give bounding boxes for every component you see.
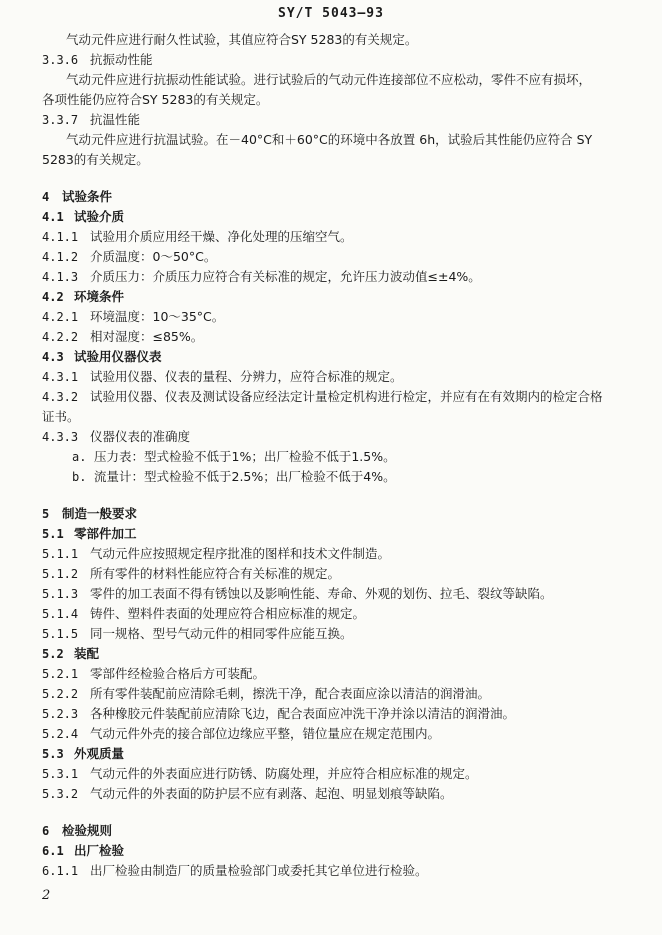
section-number: 3.3.7 (42, 113, 79, 127)
section-number: 4.3.2 (42, 390, 79, 404)
section-heading: 试验用仪器仪表 (74, 349, 162, 364)
section-number: 5.3 (42, 747, 64, 761)
paragraph-text: 气动元件应进行耐久性试验，其值应符合SY 5283的有关规定。 (66, 32, 418, 47)
paragraph-text: 气动元件应进行抗振动性能试验。进行试验后的气动元件连接部位不应松动，零件不应有损坏， (66, 72, 592, 87)
section-number: 4.3.1 (42, 370, 79, 384)
page-header: SY/T 5043—93 (278, 6, 384, 21)
text-line (0, 821, 662, 841)
text-line (0, 387, 662, 407)
paragraph-text: 零件的加工表面不得有锈蚀以及影响性能、寿命、外观的划伤、拉毛、裂纹等缺陷。 (90, 586, 553, 601)
paragraph-text: 介质温度：0～50°C。 (90, 249, 217, 264)
section-number: 4.1.3 (42, 270, 79, 284)
section-number: 4 (42, 190, 50, 204)
section-number: 4.1.2 (42, 250, 79, 264)
section-number: 5.1.1 (42, 547, 79, 561)
paragraph-text: 所有零件装配前应清除毛刺，擦洗干净，配合表面应涂以清洁的润滑油。 (90, 686, 491, 701)
text-line (0, 307, 662, 327)
text-line (0, 447, 662, 467)
text-line (0, 110, 662, 130)
text-line (0, 861, 662, 881)
text-line (0, 367, 662, 387)
text-line (0, 564, 662, 584)
section-number: 5.3.2 (42, 787, 79, 801)
paragraph-text: 压力表：型式检验不低于1%；出厂检验不低于1.5%。 (94, 449, 396, 464)
paragraph-text: 气动元件的外表面的防护层不应有剥落、起泡、明显划痕等缺陷。 (90, 786, 453, 801)
text-line (0, 30, 662, 50)
section-heading: 出厂检验 (74, 843, 125, 858)
section-number: 4.2 (42, 290, 64, 304)
text-line (0, 841, 662, 861)
text-line (0, 187, 662, 207)
paragraph-text: 抗振动性能 (90, 52, 153, 67)
section-number: 4.1.1 (42, 230, 79, 244)
text-line (0, 604, 662, 624)
paragraph-text: 环境温度：10～35°C。 (90, 309, 225, 324)
text-line (0, 130, 662, 150)
paragraph-text: 气动元件应按照规定程序批准的图样和技术文件制造。 (90, 546, 391, 561)
text-line (0, 227, 662, 247)
section-heading: 试验条件 (62, 189, 113, 204)
paragraph-text: 介质压力：介质压力应符合有关标准的规定，允许压力波动值≤±4%。 (90, 269, 481, 284)
paragraph-text: 气动元件的外表面应进行防锈、防腐处理，并应符合相应标准的规定。 (90, 766, 478, 781)
section-number: 5.2.3 (42, 707, 79, 721)
text-line (0, 70, 662, 90)
paragraph-text: 出厂检验由制造厂的质量检验部门或委托其它单位进行检验。 (90, 863, 428, 878)
text-line (0, 247, 662, 267)
section-heading: 试验介质 (74, 209, 125, 224)
paragraph-text: 各种橡胶元件装配前应清除飞边，配合表面应冲洗干净并涂以清洁的润滑油。 (90, 706, 516, 721)
paragraph-text: 相对湿度：≤85%。 (90, 329, 204, 344)
section-heading: 装配 (74, 646, 100, 661)
text-line (0, 744, 662, 764)
section-number: 6.1.1 (42, 864, 79, 878)
section-heading: 环境条件 (74, 289, 125, 304)
section-number: 5.1.5 (42, 627, 79, 641)
text-line (0, 327, 662, 347)
text-line (0, 287, 662, 307)
section-number: a. (72, 450, 87, 464)
text-line (0, 724, 662, 744)
text-line (0, 544, 662, 564)
paragraph-text: 各项性能仍应符合SY 5283的有关规定。 (42, 92, 269, 107)
section-number: 6 (42, 824, 50, 838)
paragraph-text: 气动元件应进行抗温试验。在－40°C和＋60°C的环境中各放置 6h，试验后其性能仍应符合 SY (66, 132, 593, 147)
section-number: 4.2.1 (42, 310, 79, 324)
section-number: 4.3.3 (42, 430, 79, 444)
section-number: 5 (42, 507, 50, 521)
section-heading: 制造一般要求 (62, 506, 138, 521)
paragraph-text: 抗温性能 (90, 112, 141, 127)
text-line (0, 90, 662, 110)
text-line (0, 644, 662, 664)
paragraph-text: 所有零件的材料性能应符合有关标准的规定。 (90, 566, 341, 581)
text-line (0, 784, 662, 804)
text-line (0, 764, 662, 784)
section-number: 5.2.4 (42, 727, 79, 741)
section-number: 4.3 (42, 350, 64, 364)
paragraph-text: 试验用仪器、仪表的量程、分辨力，应符合标准的规定。 (90, 369, 403, 384)
paragraph-text: 证书。 (42, 409, 80, 424)
section-number: 4.2.2 (42, 330, 79, 344)
paragraph-text: 仪器仪表的准确度 (90, 429, 191, 444)
section-number: 5.3.1 (42, 767, 79, 781)
paragraph-text: 铸件、塑料件表面的处理应符合相应标准的规定。 (90, 606, 366, 621)
section-heading: 外观质量 (74, 746, 125, 761)
paragraph-text: 气动元件外壳的接合部位边缘应平整，错位量应在规定范围内。 (90, 726, 441, 741)
paragraph-text: 流量计：型式检验不低于2.5%；出厂检验不低于4%。 (94, 469, 396, 484)
paragraph-text: 试验用介质应用经干燥、净化处理的压缩空气。 (90, 229, 353, 244)
text-line (0, 267, 662, 287)
section-number: 5.1.4 (42, 607, 79, 621)
text-line (0, 704, 662, 724)
text-line (0, 624, 662, 644)
section-heading: 零部件加工 (74, 526, 137, 541)
text-line (0, 207, 662, 227)
section-number: 5.1.2 (42, 567, 79, 581)
section-number: 5.2 (42, 647, 64, 661)
section-heading: 检验规则 (62, 823, 113, 838)
section-number: 4.1 (42, 210, 64, 224)
text-line (0, 684, 662, 704)
text-line (0, 407, 662, 427)
text-line (0, 150, 662, 170)
text-line (0, 504, 662, 524)
paragraph-text: 零部件经检验合格后方可装配。 (90, 666, 266, 681)
section-number: 6.1 (42, 844, 64, 858)
text-line (0, 664, 662, 684)
text-line (0, 467, 662, 487)
section-number: 5.2.2 (42, 687, 79, 701)
paragraph-text: 5283的有关规定。 (42, 152, 149, 167)
section-number: b. (72, 470, 87, 484)
page-number: 2 (42, 888, 51, 903)
paragraph-text: 同一规格、型号气动元件的相同零件应能互换。 (90, 626, 353, 641)
section-number: 3.3.6 (42, 53, 79, 67)
text-line (0, 50, 662, 70)
text-line (0, 584, 662, 604)
text-line (0, 347, 662, 367)
section-number: 5.1 (42, 527, 64, 541)
section-number: 5.1.3 (42, 587, 79, 601)
paragraph-text: 试验用仪器、仪表及测试设备应经法定计量检定机构进行检定，并应有在有效期内的检定合格 (90, 389, 603, 404)
section-number: 5.2.1 (42, 667, 79, 681)
text-line (0, 524, 662, 544)
text-line (0, 427, 662, 447)
